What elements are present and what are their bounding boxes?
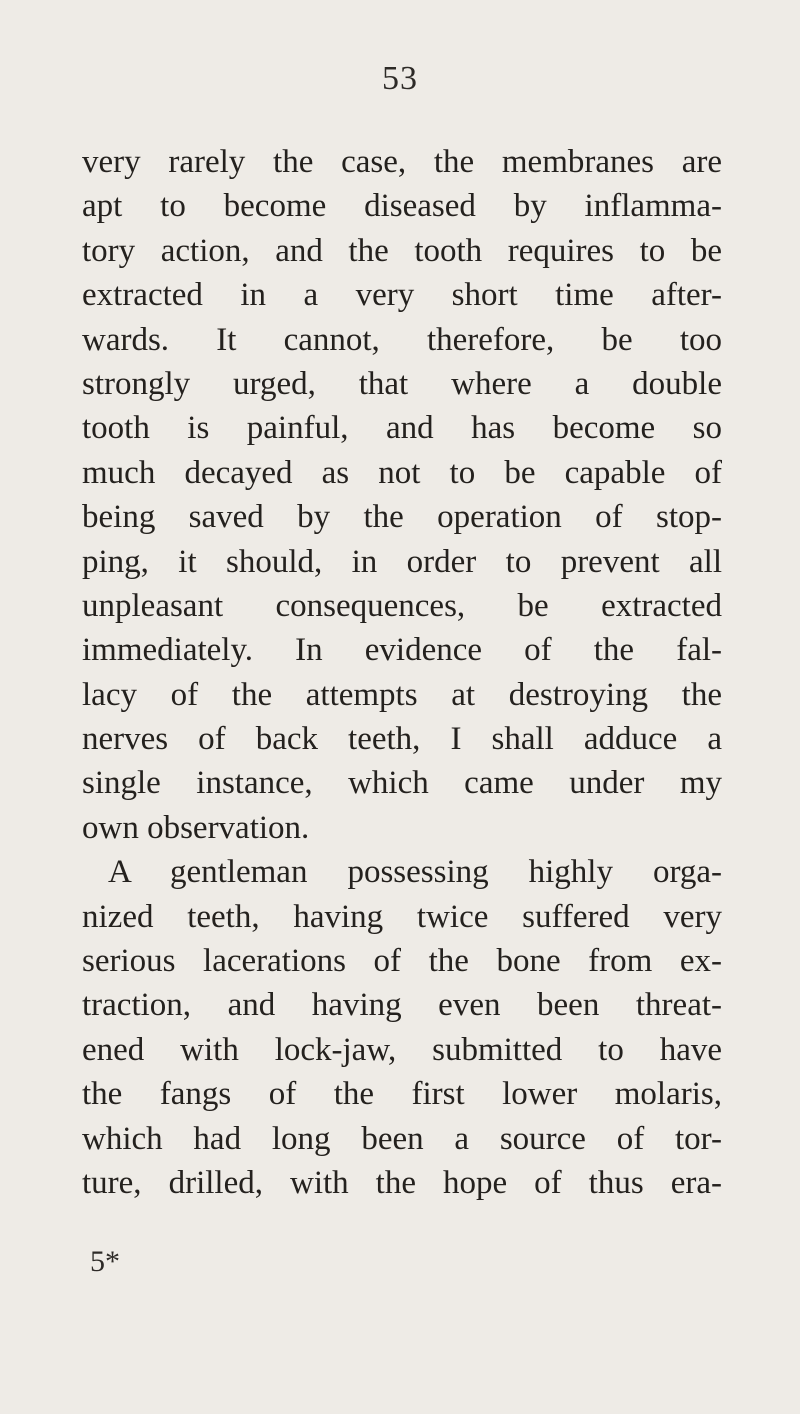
text-line: tory action, and the tooth requires to be xyxy=(82,232,722,269)
text-line: ture, drilled, with the hope of thus era- xyxy=(82,1164,722,1201)
text-line: which had long been a source of tor- xyxy=(82,1120,722,1157)
text-line: extracted in a very short time after- xyxy=(82,277,722,314)
text-line: the fangs of the first lower molaris, xyxy=(82,1076,722,1113)
text-line: A gentleman possessing highly orga- xyxy=(108,854,722,891)
text-line: nerves of back teeth, I shall adduce a xyxy=(82,721,722,758)
signature-mark: 5* xyxy=(90,1245,120,1278)
text-line: unpleasant consequences, be extracted xyxy=(82,587,722,624)
text-line: being saved by the operation of stop- xyxy=(82,499,722,536)
body-text xyxy=(82,140,722,1205)
text-line: ping, it should, in order to prevent all xyxy=(82,543,722,580)
text-line: single instance, which came under my xyxy=(82,765,722,802)
text-line: own observation. xyxy=(82,809,310,846)
text-line: very rarely the case, the membranes are xyxy=(82,144,722,180)
text-line: wards. It cannot, therefore, be too xyxy=(82,321,722,358)
page-number: 53 xyxy=(382,60,418,97)
text-line: much decayed as not to be capable of xyxy=(82,454,722,491)
text-line: ened with lock-jaw, submitted to have xyxy=(82,1031,722,1068)
text-line: strongly urged, that where a double xyxy=(82,365,722,402)
text-line: tooth is painful, and has become so xyxy=(82,410,722,447)
text-line: serious lacerations of the bone from ex- xyxy=(82,943,722,980)
text-line: nized teeth, having twice suffered very xyxy=(82,898,722,935)
text-line: lacy of the attempts at destroying the xyxy=(82,676,722,713)
text-line: traction, and having even been threat- xyxy=(82,987,722,1024)
text-line: immediately. In evidence of the fal- xyxy=(82,632,722,669)
text-line: apt to become diseased by inflamma- xyxy=(82,188,722,225)
